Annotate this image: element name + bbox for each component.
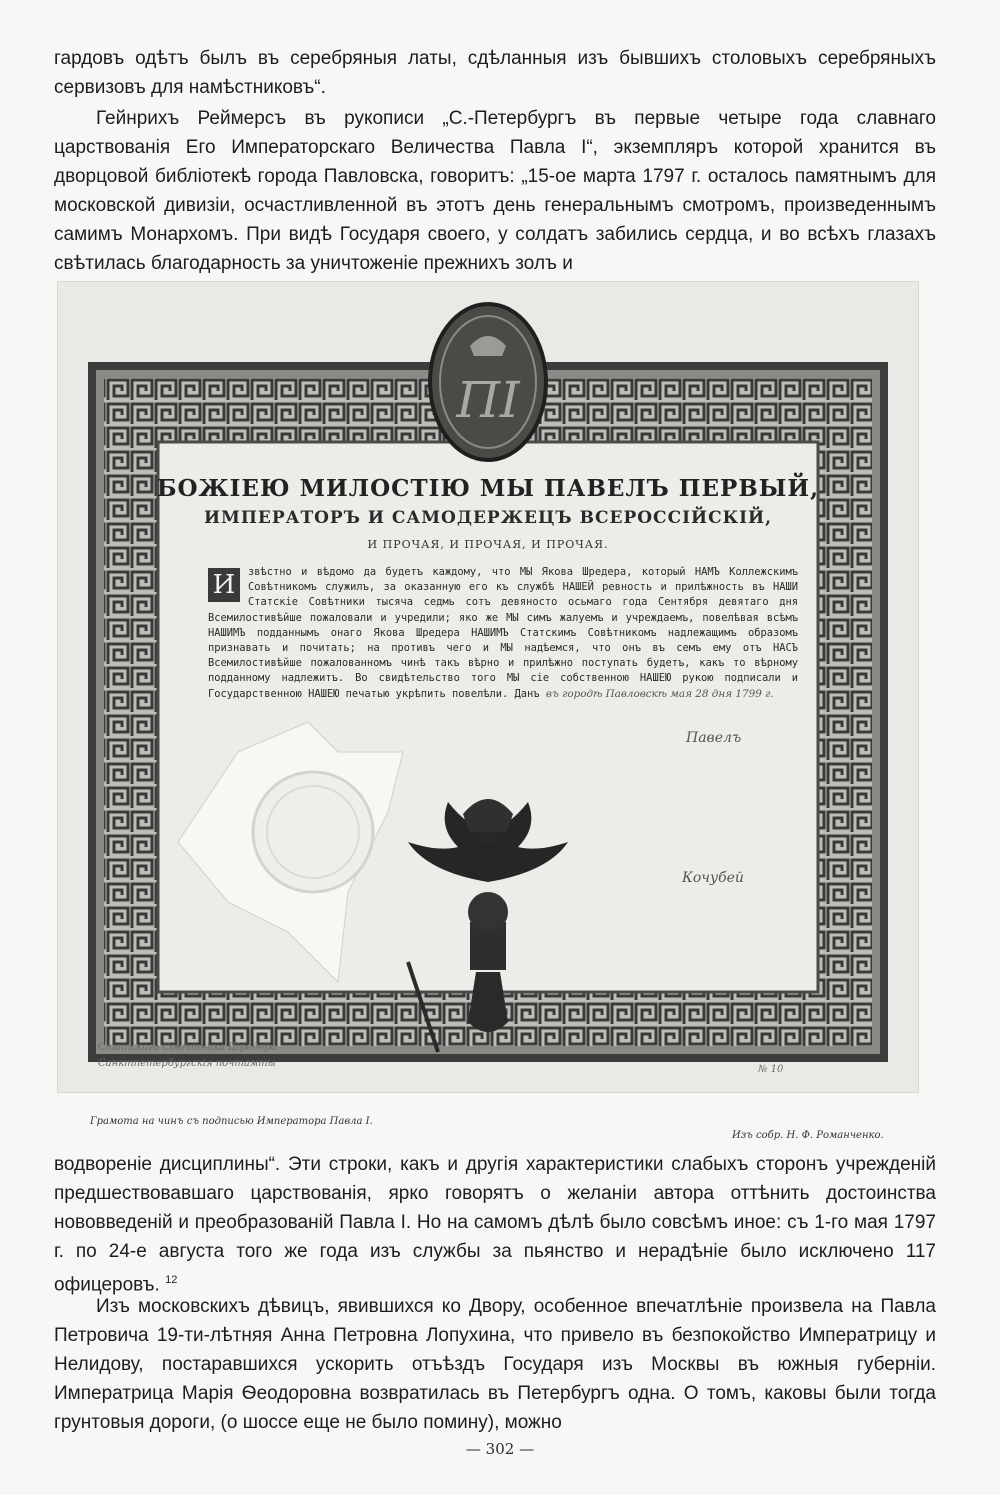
charter-dropcap: И	[208, 568, 240, 602]
charter-handwritten-date: въ городѣ Павловскѣ мая 28 дня 1799 г.	[545, 687, 774, 700]
figure-source: Изъ собр. Н. Ф. Романченко.	[732, 1130, 884, 1141]
paragraph-discipline-text: водвореніе дисциплины“. Эти строки, какъ и другія характеристики слабыхъ сторонъ учрежденій предшествовавшаго царствованія, ярко говорятъ о желаніи автора оттѣнить достоинства нововведеній и преобразованій Павла I. Но на самомъ дѣлѣ было совсѣмъ иное: съ 1-го мая 1797 г. по 24-е августа того же года изъ службы за пьянство и нерадѣніе было исключено 117 офицеровъ.	[54, 1154, 936, 1296]
counter-signature: Кочубей	[682, 870, 744, 886]
svg-text:Санктпетербургскія почтамты: Санктпетербургскія почтамты	[98, 1058, 276, 1069]
paragraph-lopukhina: Изъ московскихъ дѣвицъ, явившихся ко Двору, особенное впечатлѣніе произвела на Павла Петровича 19-ти-лѣтняя Анна Петровна Лопухина, что привело въ безпокойство Императрицу и Нелидову, постаравшихся ускорить отъѣздъ Государя изъ Москвы въ южныя губерніи. Императрица Марія Ѳеодоровна возвратилась въ Петербургъ одна. О томъ, каковы были тогда грунтовыя дороги, (о шоссе еще не было помину), можно	[54, 1296, 936, 1433]
charter-subtitle: ИМПЕРАТОРЪ И САМОДЕРЖЕЦЪ ВСЕРОССІЙСКІЙ,	[203, 508, 773, 528]
figure-caption: Грамота на чинъ съ подписью Императора Павла I.	[90, 1116, 373, 1127]
svg-text:№ 10: № 10	[758, 1064, 784, 1075]
paragraph-reimers-quote: Гейнрихъ Реймерсъ въ рукописи „С.-Петербургъ въ первые четыре года славнаго царствованія Его Императорскаго Величества Павла I“, экземпляръ которой хранится въ дворцовой библіотекѣ города Павловска, говоритъ: „15-ое марта 1797 г. осталось памятнымъ для московской дивизіи, осчастливленной въ этотъ день генеральнымъ смотромъ, произведеннымъ самимъ Монархомъ. При видѣ Государя своего, у солдатъ забились сердца, и во всѣхъ глазахъ свѣтилась благодарность за уничтоженіе прежнихъ золъ и	[54, 108, 936, 274]
paragraph-continued: гардовъ одѣтъ былъ въ серебряныя латы, сдѣланныя изъ бывшихъ столовыхъ серебряныхъ сервизовъ для намѣстниковъ“.	[54, 48, 936, 98]
footnote-marker: 12	[165, 1274, 178, 1286]
charter-title: БОЖІЕЮ МИЛОСТІЮ МЫ ПАВЕЛЪ ПЕРВЫЙ,	[156, 475, 820, 502]
monogram-medallion	[430, 304, 546, 460]
charter-photograph	[58, 282, 918, 1092]
charter-body-text: звѣстно и вѣдомо да будетъ каждому, что МЫ Якова Шредера, который НАМЪ Коллежскимъ Совѣтникомъ служилъ, за оказанную его къ службѣ НАШЕЙ ревность и прилѣжность въ НАШИ Статскіе Совѣтники тысяча седмь сотъ девяносто осьмаго года Сентября девятаго дня Всемилостивѣйше пожаловали и учредили; яко же МЫ симъ жалуемъ и учреждаемъ, повелѣвая всѣмъ НАШИМЪ подданнымъ онаго Якова Шредера НАШИМЪ Статскимъ Совѣтникомъ надлежащимъ образомъ признавать и почитать; на противъ чего и МЫ надѣемся, что онъ въ семъ ему отъ НАСЪ Всемилостивѣйше пожалованномъ чинѣ такъ вѣрно и прилѣжно поступать будетъ, какъ то вѣрному подданному надлежитъ. Во свидѣтельство того МЫ сіе собственною НАШЕЮ рукою подписали и Государственною НАШЕЮ печатью укрѣпить повелѣли. Данъ	[208, 566, 798, 700]
svg-text:Статскаго Совѣтника Шредера: Статскаго Совѣтника Шредера	[98, 1042, 277, 1053]
imperial-signature: Павелъ	[686, 730, 742, 746]
charter-etcetera: И ПРОЧАЯ, И ПРОЧАЯ, И ПРОЧАЯ.	[367, 538, 609, 551]
page-number: — 302 —	[465, 1440, 535, 1458]
charter-body	[208, 565, 798, 702]
paragraph-discipline	[54, 1150, 936, 1299]
svg-text:ПI: ПI	[456, 371, 520, 429]
